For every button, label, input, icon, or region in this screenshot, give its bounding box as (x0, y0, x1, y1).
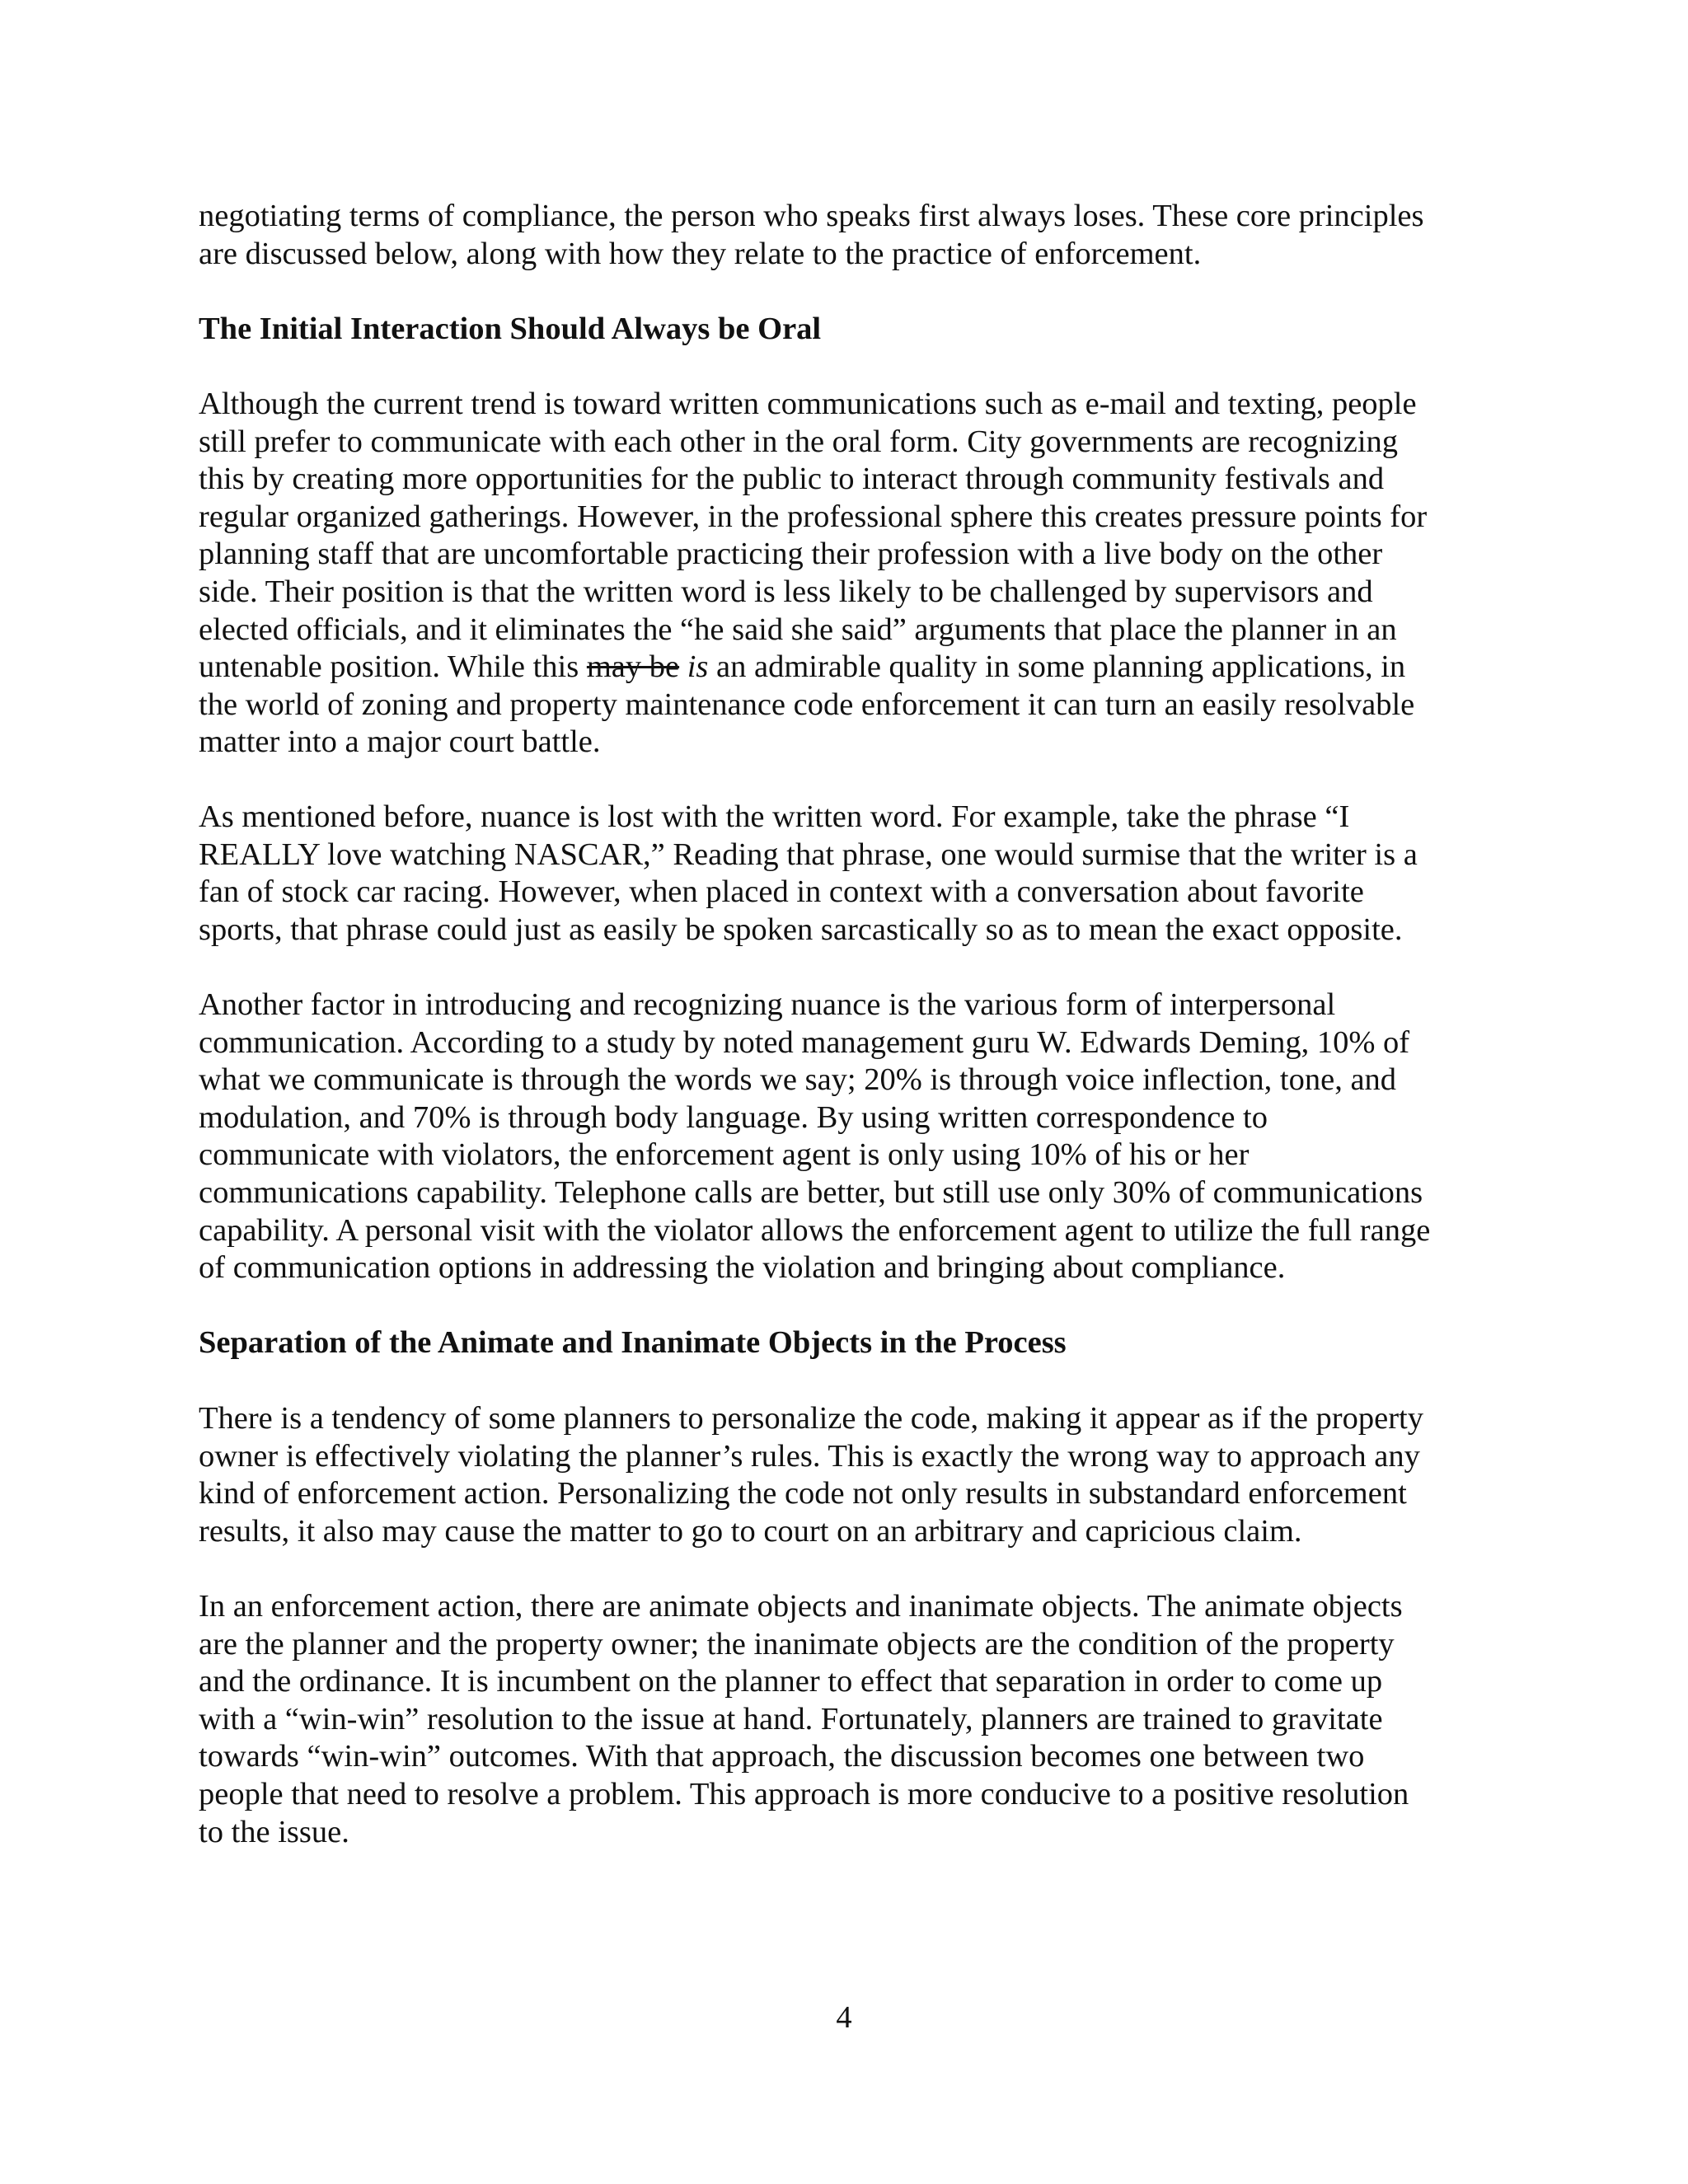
page-number: 4 (836, 2000, 852, 2035)
text-line: the world of zoning and property maintenance code enforcement it can turn an easily resolvable (199, 687, 1415, 722)
text-line: communication. According to a study by noted management guru W. Edwards Deming, 10% of (199, 1024, 1410, 1060)
text-line: are discussed below, along with how they relate to the practice of enforcement. (199, 236, 1202, 271)
text-line: kind of enforcement action. Personalizing the code not only results in substandard enforcement (199, 1476, 1407, 1511)
paragraph-nuance (199, 799, 1501, 949)
text-line: capability. A personal visit with the violator allows the enforcement agent to utilize the full range (199, 1212, 1431, 1248)
text-line: what we communicate is through the words we say; 20% is through voice inflection, tone, and (199, 1062, 1397, 1098)
edit-text-after: an admirable quality in some planning applications, in (708, 649, 1406, 685)
text-line: people that need to resolve a problem. This approach is more conducive to a positive resolution (199, 1776, 1409, 1811)
text-line: modulation, and 70% is through body language. By using written correspondence to (199, 1099, 1268, 1135)
text-line: still prefer to communicate with each other in the oral form. City governments are recognizing (199, 424, 1399, 459)
deleted-text: may be (586, 649, 680, 685)
text-line: results, it also may cause the matter to go to court on an arbitrary and capricious claim. (199, 1513, 1302, 1549)
text-line: towards “win-win” outcomes. With that approach, the discussion becomes one between two (199, 1739, 1365, 1774)
text-line: In an enforcement action, there are animate objects and inanimate objects. The animate objects (199, 1589, 1403, 1624)
text-line: this by creating more opportunities for the public to interact through community festivals and (199, 462, 1385, 497)
paragraph-communication (199, 987, 1501, 1287)
edit-text-before: untenable position. While this (199, 649, 587, 685)
text-line: of communication options in addressing the violation and bringing about compliance. (199, 1250, 1286, 1286)
section-heading-separation: Separation of the Animate and Inanimate Objects in the Process (199, 1325, 1067, 1360)
paragraph-oral (199, 386, 1501, 762)
text-line: sports, that phrase could just as easily be spoken sarcastically so as to mean the exact opposite. (199, 912, 1403, 947)
text-line: Another factor in introducing and recognizing nuance is the various form of interpersonal (199, 987, 1336, 1022)
text-line: There is a tendency of some planners to personalize the code, making it appear as if the property (199, 1401, 1423, 1436)
text-line: communications capability. Telephone calls are better, but still use only 30% of communications (199, 1174, 1423, 1210)
text-line: planning staff that are uncomfortable practicing their profession with a live body on the other (199, 537, 1383, 572)
text-line: to the issue. (199, 1814, 349, 1849)
text-line: regular organized gatherings. However, in the professional sphere this creates pressure points for (199, 499, 1428, 534)
text-line: fan of stock car racing. However, when placed in context with a conversation about favorite (199, 874, 1364, 910)
text-line: are the planner and the property owner; the inanimate objects are the condition of the property (199, 1626, 1395, 1661)
text-line: side. Their position is that the written word is less likely to be challenged by supervisors and (199, 574, 1373, 609)
text-line: and the ordinance. It is incumbent on the planner to effect that separation in order to come up (199, 1664, 1383, 1699)
text-line: owner is effectively violating the planner’s rules. This is exactly the wrong way to approach any (199, 1438, 1420, 1474)
text-line: negotiating terms of compliance, the person who speaks first always loses. These core principles (199, 199, 1424, 233)
text-line: communicate with violators, the enforcement agent is only using 10% of his or her (199, 1137, 1250, 1173)
section-heading-oral: The Initial Interaction Should Always be Oral (199, 312, 822, 346)
text-line: with a “win-win” resolution to the issue at hand. Fortunately, planners are trained to gravitate (199, 1701, 1383, 1736)
paragraph-intro (199, 198, 1501, 273)
paragraph-objects (199, 1588, 1501, 1851)
text-line: REALLY love watching NASCAR,” Reading that phrase, one would surmise that the writer is a (199, 837, 1418, 872)
text-line: matter into a major court battle. (199, 724, 601, 760)
text-line: elected officials, and it eliminates the “he said she said” arguments that place the planner in an (199, 612, 1397, 647)
text-line-with-edit (199, 649, 1501, 687)
paragraph-personalize (199, 1400, 1501, 1550)
text-line: Although the current trend is toward written communications such as e-mail and texting, people (199, 387, 1417, 421)
text-line: As mentioned before, nuance is lost with the written word. For example, take the phrase “I (199, 799, 1350, 834)
inserted-text: is (687, 649, 709, 685)
